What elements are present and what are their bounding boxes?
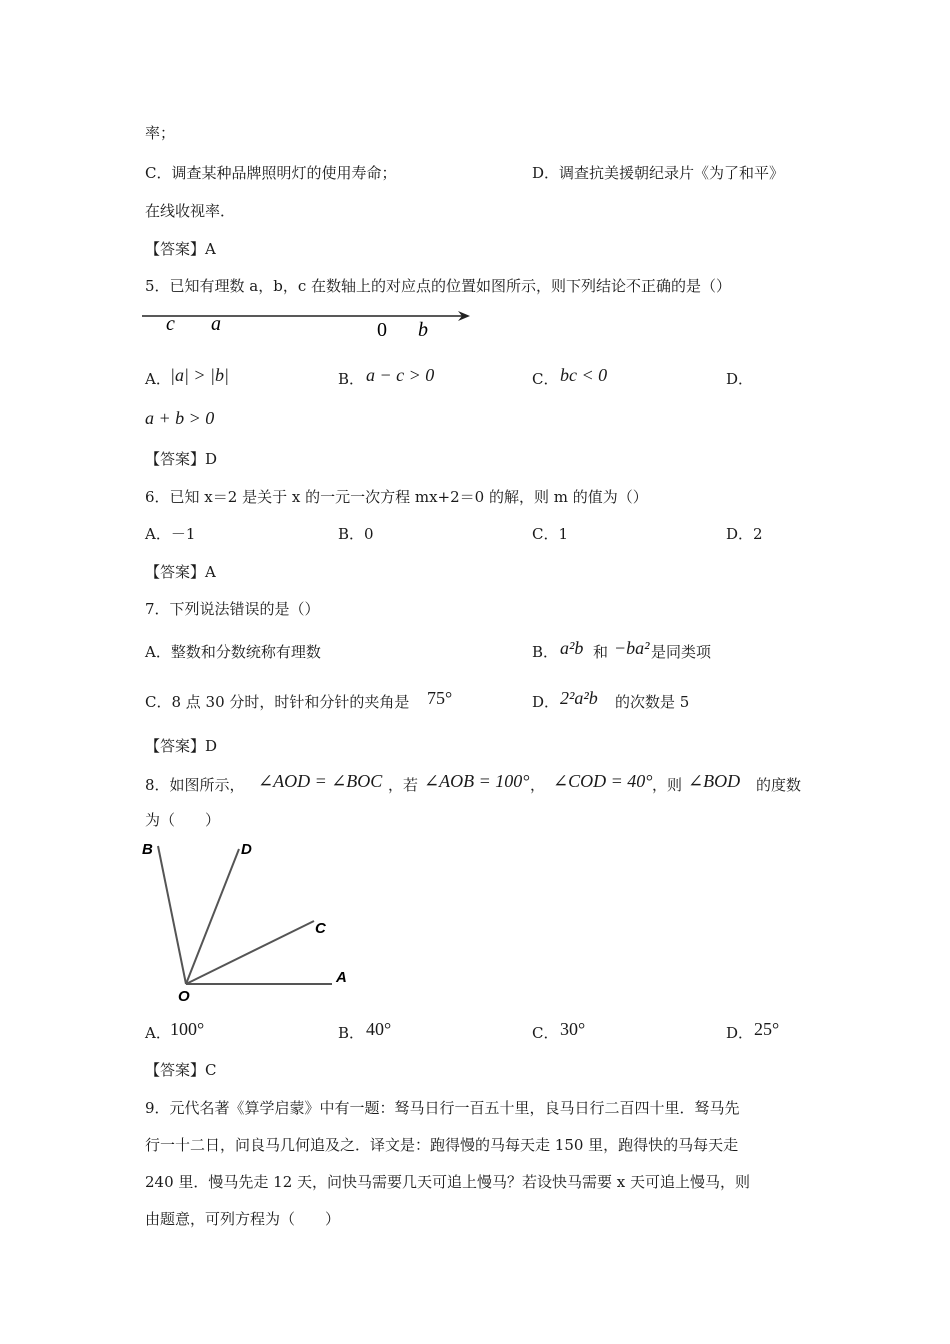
q7-option-b-label: B． bbox=[532, 643, 559, 661]
q6-option-d: D．2 bbox=[726, 525, 763, 543]
ray-oc bbox=[186, 921, 314, 984]
number-line-label-b: b bbox=[418, 319, 428, 341]
q8-option-d-label: D． bbox=[726, 1024, 754, 1042]
ray-ob bbox=[158, 846, 186, 984]
q8-eq-bod: ∠BOD bbox=[688, 771, 741, 791]
number-line-figure bbox=[140, 302, 480, 344]
q8-stem-mid2: ， bbox=[530, 776, 546, 794]
point-label-d: D bbox=[241, 841, 252, 858]
point-label-c: C bbox=[315, 920, 326, 937]
q4-option-d-continued: 在线收视率． bbox=[145, 202, 236, 220]
q4-option-d: D．调查抗美援朝纪录片《为了和平》 bbox=[532, 164, 785, 182]
point-label-a: A bbox=[336, 969, 347, 986]
q8-eq-aob: ∠AOB = 100° bbox=[424, 771, 530, 791]
q6-stem: 6．已知 x＝2 是关于 x 的一元一次方程 mx+2＝0 的解，则 m 的值为（） bbox=[145, 488, 648, 506]
q9-stem-line-2: 行一十二日，问良马几何追及之．译文是：跑得慢的马每天走 150 里，跑得快的马每天走 bbox=[145, 1136, 739, 1154]
q9-stem-line-1: 9．元代名著《算学启蒙》中有一题：驽马日行一百五十里，良马日行二百四十里．驽马先 bbox=[145, 1099, 740, 1117]
q9-stem-line-4: 由题意，可列方程为（ ） bbox=[145, 1210, 341, 1228]
q5-option-b-label: B． bbox=[338, 370, 365, 388]
ray-od bbox=[186, 849, 239, 984]
q7-option-a: A．整数和分数统称有理数 bbox=[145, 643, 321, 661]
q5-option-a-math: |a| > |b| bbox=[170, 365, 229, 385]
q8-option-a-label: A． bbox=[145, 1024, 171, 1042]
q6-option-c: C．1 bbox=[532, 525, 569, 543]
q5-stem: 5．已知有理数 a，b，c 在数轴上的对应点的位置如图所示，则下列结论不正确的是（） bbox=[145, 277, 732, 295]
number-line-label-c: c bbox=[166, 313, 175, 335]
answer-6: 【答案】A bbox=[145, 563, 216, 581]
q8-eq-cod: ∠COD = 40° bbox=[553, 771, 653, 791]
q5-option-c-label: C． bbox=[532, 370, 559, 388]
q7-stem: 7．下列说法错误的是（） bbox=[145, 600, 320, 618]
q6-option-b: B．0 bbox=[338, 525, 374, 543]
q7-option-b-math-1: a²b bbox=[560, 638, 584, 658]
q8-option-b-math: 40° bbox=[366, 1019, 392, 1039]
point-label-b: B bbox=[142, 841, 153, 858]
q6-option-a: A．－1 bbox=[145, 525, 196, 543]
q8-stem-continued: 为（ ） bbox=[145, 811, 221, 829]
angle-diagram bbox=[138, 836, 358, 1006]
number-line-label-0: 0 bbox=[377, 319, 387, 341]
number-line-label-a: a bbox=[211, 313, 221, 335]
q8-stem-suffix: 的度数 bbox=[756, 776, 802, 794]
answer-8: 【答案】C bbox=[145, 1061, 217, 1079]
q5-option-a-label: A． bbox=[145, 370, 171, 388]
point-label-o: O bbox=[178, 988, 190, 1005]
q8-option-d-math: 25° bbox=[754, 1019, 780, 1039]
q8-stem-mid3: ，则 bbox=[652, 776, 683, 794]
q8-option-a-math: 100° bbox=[170, 1019, 205, 1039]
q5-option-d-label: D． bbox=[726, 370, 754, 388]
q9-stem-line-3: 240 里．慢马先走 12 天，问快马需要几天可追上慢马？若设快马需要 x 天可追上慢马，则 bbox=[145, 1173, 751, 1191]
q5-option-c-math: bc < 0 bbox=[560, 365, 608, 385]
q7-option-d-label: D． bbox=[532, 693, 560, 711]
answer-7: 【答案】D bbox=[145, 737, 218, 755]
q7-option-b-text-2: 是同类项 bbox=[651, 643, 712, 661]
q7-option-b-text-1: 和 bbox=[593, 643, 609, 661]
q5-option-b-math: a − c > 0 bbox=[366, 365, 435, 385]
q8-eq-aod-boc: ∠AOD = ∠BOC bbox=[258, 771, 383, 791]
q7-option-d-math: 2²a²b bbox=[560, 688, 598, 708]
q4-text-tail: 率； bbox=[145, 124, 176, 142]
q7-option-d-text: 的次数是 5 bbox=[615, 693, 690, 711]
q8-option-c-math: 30° bbox=[560, 1019, 586, 1039]
q8-option-b-label: B． bbox=[338, 1024, 365, 1042]
q5-option-d-math: a + b > 0 bbox=[145, 408, 215, 428]
answer-5: 【答案】D bbox=[145, 450, 218, 468]
answer-4: 【答案】A bbox=[145, 240, 216, 258]
q7-option-b-math-2: −ba² bbox=[614, 638, 650, 658]
q8-stem-prefix: 8．如图所示， bbox=[145, 776, 245, 794]
q8-option-c-label: C． bbox=[532, 1024, 559, 1042]
q7-option-c-math: 75° bbox=[427, 688, 453, 708]
q4-option-c: C．调查某种品牌照明灯的使用寿命； bbox=[145, 164, 397, 182]
q7-option-c-label: C．8 点 30 分时，时针和分针的夹角是 bbox=[145, 693, 410, 711]
q8-stem-mid1: ，若 bbox=[388, 776, 419, 794]
